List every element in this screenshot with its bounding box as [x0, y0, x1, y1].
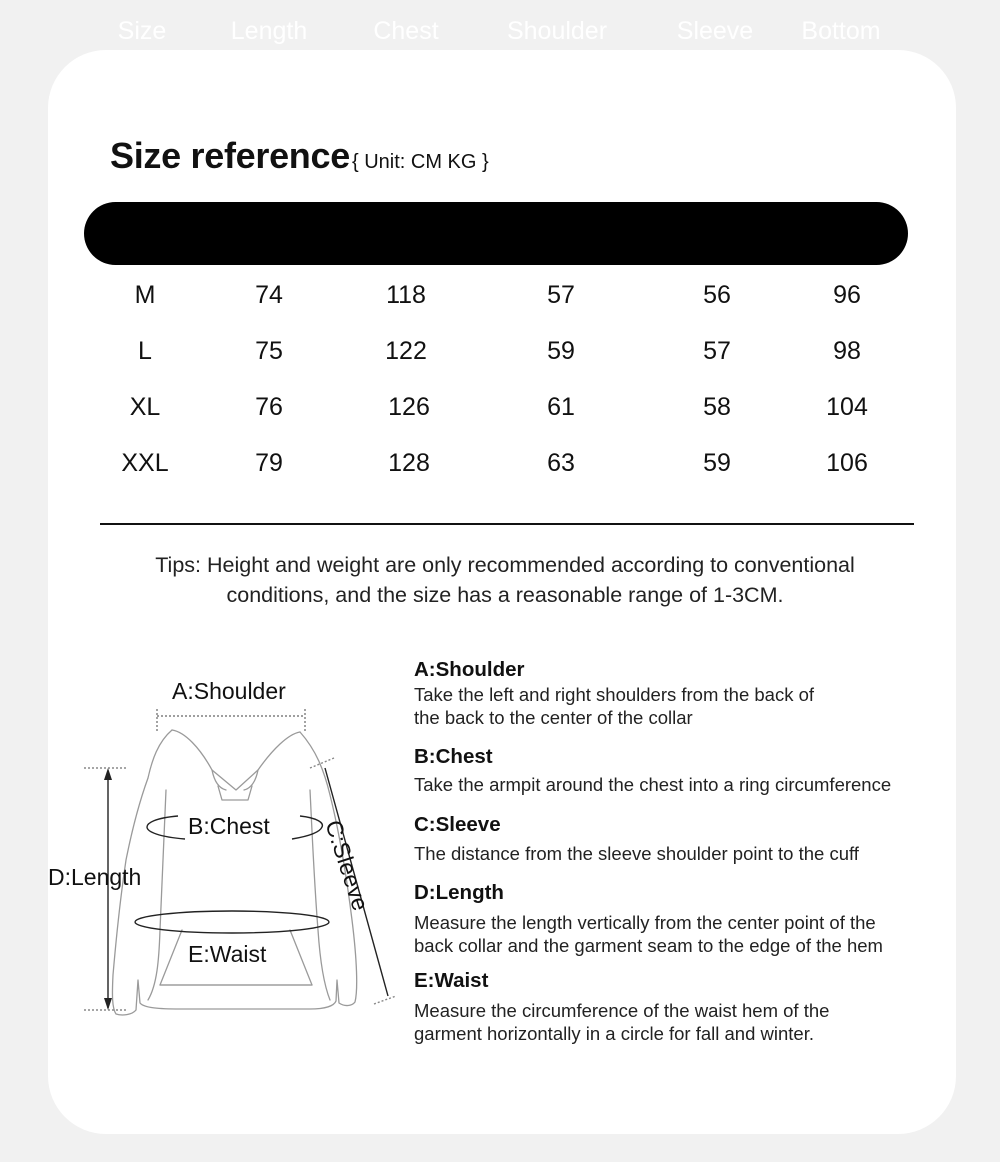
header-shoulder: Shoulder — [506, 17, 608, 45]
cell-shoulder: 63 — [547, 449, 575, 477]
diagram-label-chest: B:Chest — [188, 813, 270, 839]
cell-length: 76 — [255, 393, 283, 421]
cell-sleeve: 57 — [703, 337, 731, 365]
cell-bottom: 106 — [826, 449, 868, 477]
description-title: A:Shoulder — [414, 658, 525, 681]
tips-line-1: Tips: Height and weight are only recommended according to conventional — [155, 553, 855, 577]
description-text — [414, 999, 829, 1045]
cell-sleeve: 58 — [703, 393, 731, 421]
description-line: back collar and the garment seam to the edge of the hem — [414, 935, 883, 956]
cell-bottom: 104 — [826, 393, 868, 421]
description-line: the back to the center of the collar — [414, 707, 693, 728]
description-line: garment horizontally in a circle for fall and winter. — [414, 1023, 814, 1044]
waist-ring — [135, 911, 329, 933]
cell-length: 79 — [255, 449, 283, 477]
cell-length: 74 — [255, 281, 283, 309]
header-sleeve: Sleeve — [676, 17, 754, 45]
cell-length: 75 — [255, 337, 283, 365]
cell-chest: 118 — [386, 281, 426, 309]
title-unit: { Unit: CM KG } — [351, 151, 489, 173]
diagram-label-length: D:Length — [48, 864, 142, 890]
description-line: Take the left and right shoulders from the back of — [414, 684, 815, 705]
header-chest: Chest — [373, 17, 439, 45]
description-title: B:Chest — [414, 745, 493, 768]
diagram-label-shoulder: A:Shoulder — [172, 678, 286, 704]
header-size: Size — [117, 17, 167, 45]
cell-chest: 126 — [388, 393, 430, 421]
description-title: E:Waist — [414, 969, 489, 992]
length-arrow-bottom-icon — [104, 998, 112, 1010]
cell-bottom: 96 — [833, 281, 861, 309]
description-line: Measure the length vertically from the center point of the — [414, 912, 876, 933]
diagram-label-waist: E:Waist — [188, 941, 267, 967]
cell-shoulder: 61 — [547, 393, 575, 421]
tips-line-2: conditions, and the size has a reasonable range of 1-3CM. — [226, 583, 784, 607]
description-text — [414, 911, 883, 957]
header-length: Length — [230, 17, 308, 45]
cell-chest: 122 — [385, 337, 427, 365]
description-title: C:Sleeve — [414, 813, 501, 836]
cell-size: XXL — [121, 449, 169, 477]
cell-chest: 128 — [388, 449, 430, 477]
cell-sleeve: 59 — [703, 449, 731, 477]
cell-size: M — [134, 281, 156, 309]
diagram-label-sleeve: C:Sleeve — [320, 816, 374, 914]
cell-bottom: 98 — [833, 337, 861, 365]
length-arrow-top-icon — [104, 768, 112, 780]
header-bottom: Bottom — [801, 17, 881, 45]
description-text — [414, 842, 859, 865]
cell-shoulder: 57 — [547, 281, 575, 309]
description-text — [414, 773, 891, 796]
cell-size: XL — [129, 393, 161, 421]
description-text — [414, 683, 814, 729]
cell-size: L — [138, 337, 152, 365]
shoulder-measure-line — [157, 709, 305, 731]
cell-shoulder: 59 — [547, 337, 575, 365]
description-line: Measure the circumference of the waist hem of the — [414, 1000, 830, 1021]
description-line: Take the armpit around the chest into a ring circumference — [414, 774, 892, 795]
description-line: The distance from the sleeve shoulder point to the cuff — [414, 843, 859, 864]
description-title: D:Length — [414, 881, 504, 904]
hoodie-outline-icon — [112, 730, 356, 1015]
cell-sleeve: 56 — [703, 281, 731, 309]
title-main: Size reference — [110, 135, 350, 176]
